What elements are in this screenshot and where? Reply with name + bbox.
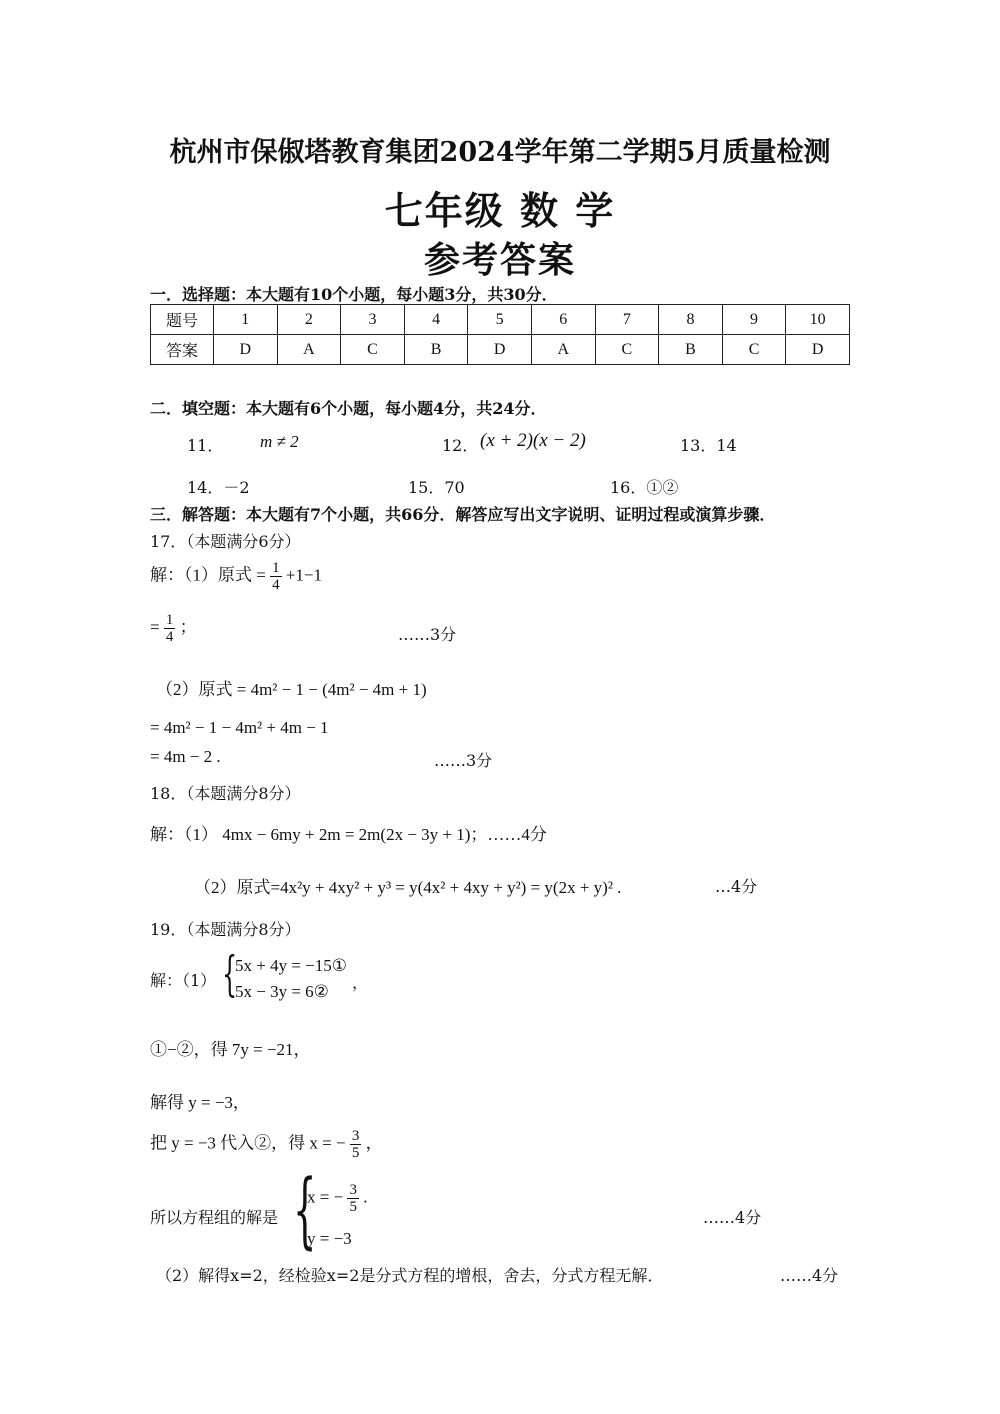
q17-part1-lead: 解：（1）原式 = <box>150 565 266 585</box>
fraction-numerator: 1 <box>165 612 174 628</box>
answer-cell: D <box>786 335 850 365</box>
question-number: 2 <box>277 305 341 335</box>
question-number: 10 <box>786 305 850 335</box>
question-number: 1 <box>214 305 278 335</box>
left-brace: { <box>222 946 238 1002</box>
subject-title: 七年级 数 学 <box>384 188 616 233</box>
answer-cell: C <box>341 335 405 365</box>
section3-heading: 三．解答题：本大题有7个小题，共66分．解答应写出文字说明、证明过程或演算步骤． <box>150 505 776 524</box>
fraction-numerator: 3 <box>351 1128 360 1144</box>
doc-type-title: 参考答案 <box>423 239 576 281</box>
question-number: 9 <box>722 305 786 335</box>
fraction-numerator: 3 <box>349 1182 357 1198</box>
q17-part2-line3: = 4m − 2 . <box>150 747 221 766</box>
q13-answer: 13．14 <box>680 436 737 455</box>
q11-label: 11． <box>187 436 224 455</box>
q18-part1: 解：（1） 4mx − 6my + 2m = 2m(2x − 3y + 1)；……4分 <box>150 825 547 844</box>
question-number: 8 <box>659 305 723 335</box>
q11-answer: m ≠ 2 <box>260 432 299 451</box>
question-number: 7 <box>595 305 659 335</box>
left-brace: { <box>293 1163 317 1258</box>
row-label-answer: 答案 <box>151 335 214 365</box>
fraction <box>347 1182 359 1215</box>
q17-part2-line1: （2）原式 = 4m² − 1 − (4m² − 4m + 1) <box>156 680 427 699</box>
q18-heading: 18．（本题满分8分） <box>150 784 301 803</box>
question-number: 5 <box>468 305 532 335</box>
q17-heading: 17．（本题满分6分） <box>150 532 301 551</box>
section2-heading: 二．填空题：本大题有6个小题，每小题4分，共24分． <box>150 399 547 418</box>
answer-cell: A <box>277 335 341 365</box>
q19-score2: ……4分 <box>780 1266 839 1285</box>
fraction-numerator: 1 <box>272 560 280 576</box>
q17-part2-line2: = 4m² − 1 − 4m² + 4m − 1 <box>150 718 329 737</box>
q18-part2: （2）原式=4x²y + 4xy² + y³ = y(4x² + 4xy + y²) = y(2x + y)² . <box>194 878 622 897</box>
q17-score1: ……3分 <box>398 625 457 644</box>
q19-solution-x <box>307 1182 367 1215</box>
answer-table <box>150 304 850 365</box>
answer-cell: C <box>595 335 659 365</box>
q19-step2: 解得 y = −3， <box>150 1093 250 1112</box>
q14-answer: 14．－2 <box>187 478 250 497</box>
answer-row <box>151 335 850 365</box>
q19-comma: ， <box>352 973 369 992</box>
question-number: 3 <box>341 305 405 335</box>
q17-part1-tail: ； <box>179 617 197 637</box>
q19-score1: ……4分 <box>703 1208 762 1227</box>
fraction <box>270 560 282 593</box>
q12-answer: (x + 2)(x − 2) <box>480 430 586 451</box>
q19-part2: （2）解得x=2，经检验x=2是分式方程的增根，舍去，分式方程无解． <box>156 1266 664 1285</box>
answer-cell: A <box>531 335 595 365</box>
q19-solution-y: y = −3 <box>307 1229 352 1248</box>
answer-cell: D <box>214 335 278 365</box>
fraction-denominator: 5 <box>349 1199 357 1215</box>
answer-cell: B <box>659 335 723 365</box>
q17-part1-rest: +1−1 <box>285 565 323 585</box>
q19-equation1: 5x + 4y = −15① <box>235 956 348 975</box>
equals-sign: = <box>150 617 160 637</box>
q19-equation2: 5x − 3y = 6② <box>235 982 329 1001</box>
answer-cell: C <box>722 335 786 365</box>
section1-heading: 一．选择题：本大题有10个小题，每小题3分，共30分． <box>150 285 558 304</box>
q15-answer: 15．70 <box>408 478 465 497</box>
fraction <box>164 612 176 645</box>
answer-cell: D <box>468 335 532 365</box>
q19-step3 <box>150 1128 383 1161</box>
question-number-row <box>151 305 850 335</box>
fraction-denominator: 4 <box>165 629 174 645</box>
q19-solution-x-lead: x = − <box>307 1187 344 1207</box>
q19-step1: ①−②，得 7y = −21， <box>150 1040 311 1059</box>
q18-score2: …4分 <box>715 877 758 896</box>
fraction-denominator: 4 <box>272 577 280 593</box>
fraction-denominator: 5 <box>351 1145 360 1161</box>
q12-label: 12． <box>442 436 479 455</box>
question-number: 4 <box>404 305 468 335</box>
q17-part1-line1 <box>150 560 322 593</box>
q19-solution-dot: . <box>363 1187 368 1207</box>
q19-solution-lead: 所以方程组的解是 <box>150 1208 279 1227</box>
q17-part1-line2 <box>150 612 197 645</box>
row-label-question: 题号 <box>151 305 214 335</box>
exam-title: 杭州市保俶塔教育集团2024学年第二学期5月质量检测 <box>169 137 831 168</box>
fraction <box>350 1128 362 1161</box>
q19-heading: 19．（本题满分8分） <box>150 920 301 939</box>
q16-answer: 16．①② <box>610 478 679 497</box>
q19-step3-lead: 把 y = −3 代入②，得 x = − <box>150 1133 346 1153</box>
q17-score2: ……3分 <box>434 751 493 770</box>
question-number: 6 <box>531 305 595 335</box>
q19-step3-tail: ， <box>365 1133 383 1153</box>
q19-part1-lead: 解：（1） <box>150 971 217 990</box>
answer-cell: B <box>404 335 468 365</box>
